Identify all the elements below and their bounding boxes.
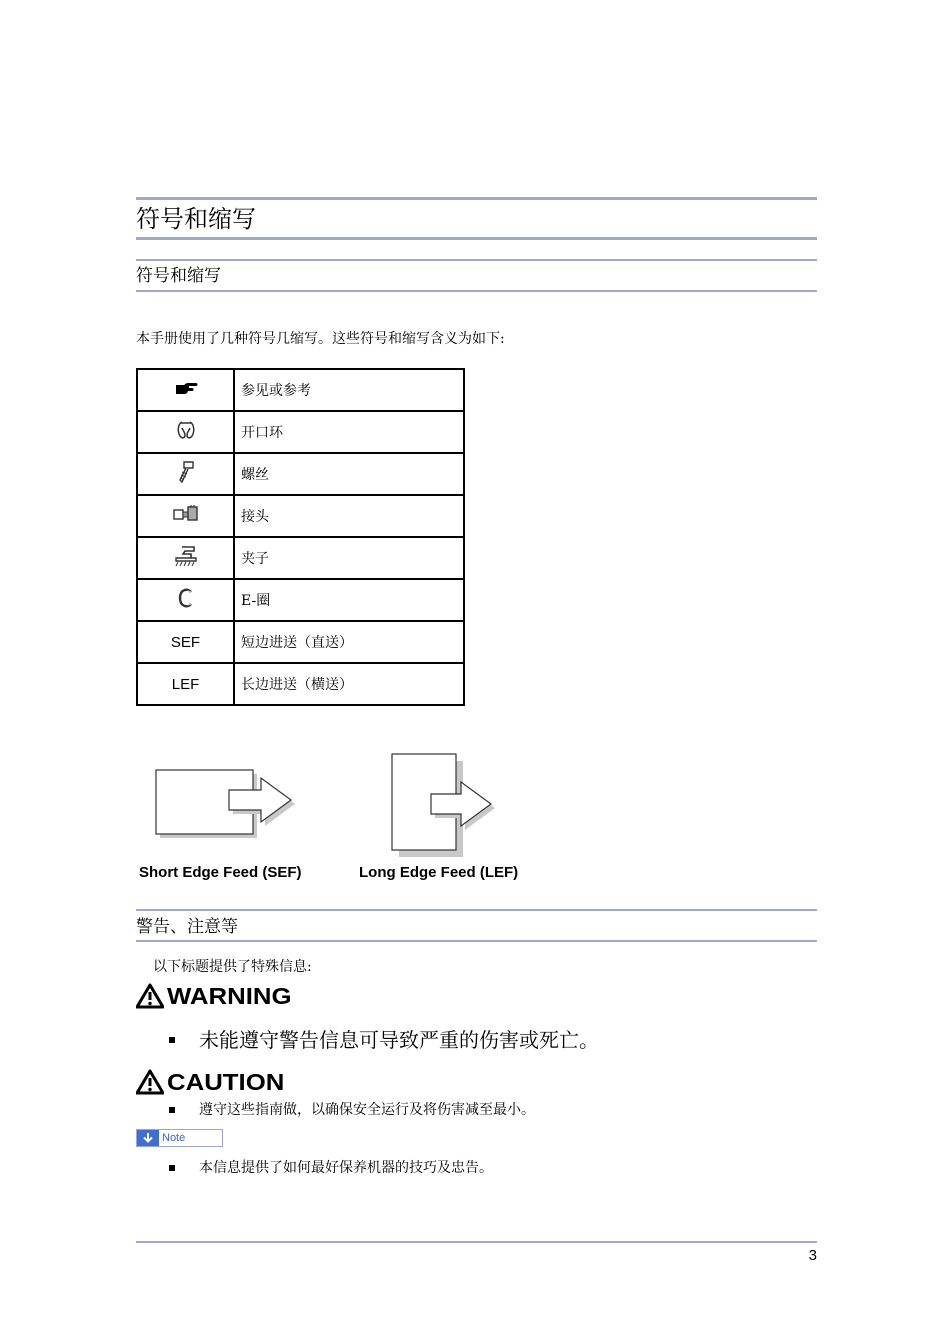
caution-bullet [169, 1107, 175, 1113]
symbol-label: 接头 [234, 495, 464, 537]
symbol-label: 开口环 [234, 411, 464, 453]
symbol-label: 短边进送（直送） [234, 621, 464, 663]
down-arrow-icon [137, 1130, 159, 1146]
section1-rule-top [136, 259, 817, 261]
symbol-cell [137, 579, 234, 621]
caution-word: CAUTION [167, 1068, 285, 1095]
page-number: 3 [808, 1247, 817, 1264]
caution-banner [136, 1068, 285, 1096]
note-word: Note [162, 1132, 186, 1144]
section2-heading: 警告、注意等 [136, 917, 238, 937]
screw-icon [176, 460, 196, 484]
note-badge [136, 1129, 223, 1147]
note-bullet [169, 1165, 175, 1171]
caution-text: 遵守这些指南做，以确保安全运行及将伤害减至最小。 [199, 1102, 535, 1118]
symbol-label: 参见或参考 [234, 369, 464, 411]
warning-triangle-icon [136, 983, 164, 1009]
e-ring-icon [176, 587, 196, 609]
symbol-label: 螺丝 [234, 453, 464, 495]
clamp-icon [172, 544, 200, 568]
abbr-sef: SEF [137, 621, 234, 663]
sef-diagram [150, 764, 300, 844]
caution-triangle-icon [136, 1069, 164, 1095]
title-rule-top [136, 197, 817, 200]
page-title: 符号和缩写 [136, 205, 256, 233]
section2-rule-top [136, 909, 817, 911]
title-rule-bottom [136, 237, 817, 240]
warning-word: WARNING [167, 982, 292, 1009]
table-row [137, 495, 464, 537]
section1-rule-bottom [136, 290, 817, 292]
table-row [137, 621, 464, 663]
symbol-label: 长边进送（横送） [234, 663, 464, 705]
sef-label: Short Edge Feed (SEF) [139, 864, 302, 881]
symbol-cell [137, 453, 234, 495]
section1-heading: 符号和缩写 [136, 266, 221, 286]
table-row [137, 369, 464, 411]
symbol-table [136, 368, 465, 706]
pointing-hand-icon [174, 381, 198, 395]
clip-ring-icon [175, 419, 197, 441]
symbol-cell [137, 369, 234, 411]
footer-rule [136, 1241, 817, 1243]
note-text: 本信息提供了如何最好保养机器的技巧及忠告。 [199, 1160, 493, 1176]
table-row [137, 537, 464, 579]
symbol-label: E-圈 [234, 579, 464, 621]
symbol-cell [137, 411, 234, 453]
section2-intro: 以下标题提供了特殊信息: [153, 959, 312, 975]
lef-diagram [386, 748, 506, 858]
table-row [137, 411, 464, 453]
warning-banner [136, 982, 292, 1010]
table-row [137, 663, 464, 705]
table-row [137, 579, 464, 621]
abbr-lef: LEF [137, 663, 234, 705]
symbol-cell [137, 537, 234, 579]
connector-icon [172, 504, 200, 524]
symbol-label: 夹子 [234, 537, 464, 579]
warning-bullet [169, 1037, 175, 1043]
table-row [137, 453, 464, 495]
warning-text: 未能遵守警告信息可导致严重的伤害或死亡。 [199, 1028, 599, 1052]
lef-label: Long Edge Feed (LEF) [359, 864, 519, 881]
intro-text: 本手册使用了几种符号几缩写。这些符号和缩写含义为如下: [136, 331, 505, 347]
section2-rule-bottom [136, 940, 817, 942]
symbol-cell [137, 495, 234, 537]
